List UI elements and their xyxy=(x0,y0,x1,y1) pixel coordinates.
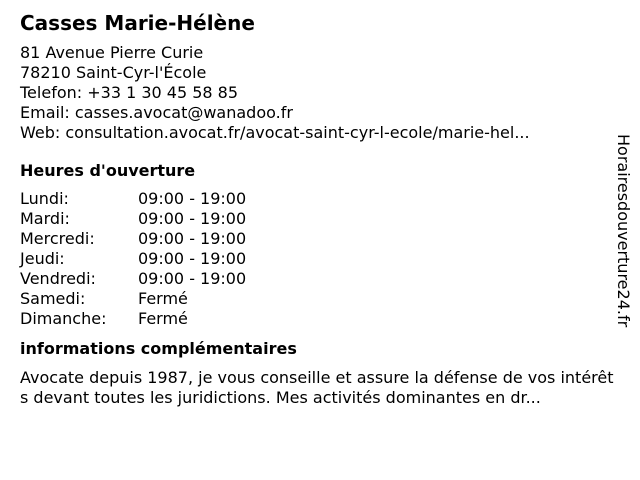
hours-row-tuesday xyxy=(20,209,620,229)
web-line[interactable]: Web: consultation.avocat.fr/avocat-saint-cyr-l-ecole/marie-hel... xyxy=(20,123,530,142)
business-card xyxy=(20,10,620,408)
day-label: Mercredi: xyxy=(20,229,95,248)
day-label: Samedi: xyxy=(20,289,86,308)
day-label: Mardi: xyxy=(20,209,70,228)
time-value: 09:00 - 19:00 xyxy=(138,269,247,288)
hours-row-monday xyxy=(20,189,620,209)
info-title: informations complémentaires xyxy=(20,339,297,358)
day-label: Jeudi: xyxy=(20,249,65,268)
business-name: Casses Marie-Hélène xyxy=(20,11,255,35)
time-value: 09:00 - 19:00 xyxy=(138,249,247,268)
hours-row-wednesday xyxy=(20,229,620,249)
brand-watermark: Horairesdouverture24.fr xyxy=(614,134,633,328)
day-label: Dimanche: xyxy=(20,309,107,328)
time-value: 09:00 - 19:00 xyxy=(138,189,247,208)
email-line[interactable]: Email: casses.avocat@wanadoo.fr xyxy=(20,103,293,122)
address-line-2: 78210 Saint-Cyr-l'École xyxy=(20,63,207,82)
address-line-1: 81 Avenue Pierre Curie xyxy=(20,43,204,62)
hours-row-friday xyxy=(20,269,620,289)
hours-list xyxy=(20,189,620,329)
hours-title: Heures d'ouverture xyxy=(20,161,196,180)
time-value: 09:00 - 19:00 xyxy=(138,209,247,228)
hours-row-sunday xyxy=(20,309,620,329)
hours-row-saturday xyxy=(20,289,620,309)
phone-line[interactable]: Telefon: +33 1 30 45 58 85 xyxy=(20,83,239,102)
hours-row-thursday xyxy=(20,249,620,269)
day-label: Lundi: xyxy=(20,189,69,208)
day-label: Vendredi: xyxy=(20,269,96,288)
info-description: Avocate depuis 1987, je vous conseille et assure la défense de vos intérêts devant toutes les juridictions. Mes activités dominantes en dr... xyxy=(20,368,614,407)
time-value: 09:00 - 19:00 xyxy=(138,229,247,248)
time-value: Fermé xyxy=(138,289,188,308)
time-value: Fermé xyxy=(138,309,188,328)
